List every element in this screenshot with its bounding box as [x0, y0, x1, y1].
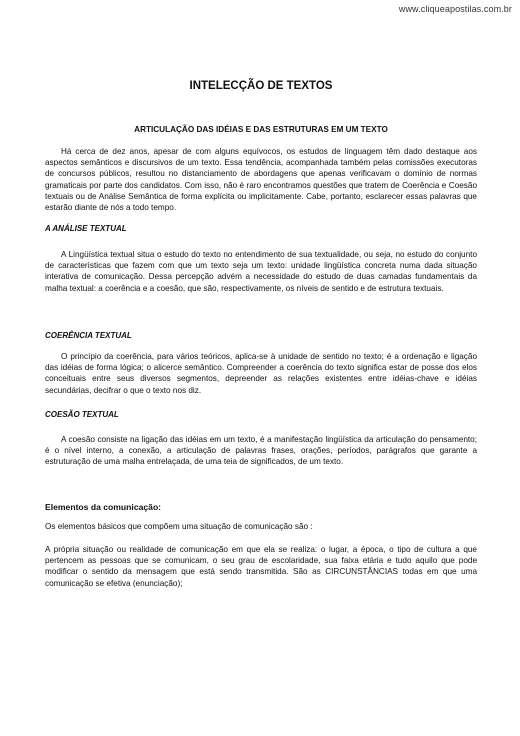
section-body-analise: A Lingüística textual situa o estudo do texto no entendimento de sua textualidade, ou seja, no estudo do conjunto de características que fazem com que um texto seja um texto: unidade lingüística concreta numa dada situação interativa de comunicação. Dessa percepção advém a necessidade do estudo de duas camadas fundamentais da malha textual: a coerência e a coesão, que são, respectivamente, os níveis de sentido e de estrutura textuais. — [45, 250, 477, 293]
section-body-coesao: A coesão consiste na ligação das idéias em um texto, é a manifestação lingüística da articulação do pensamento; é o nível interno, a conexão, a articulação de palavras frases, orações, períodos, parágrafos que garante a estruturação de uma malha entrelaçada, de uma teia de significados, de um texto. — [45, 435, 477, 467]
section-heading-analise: A ANÁLISE TEXTUAL — [45, 224, 127, 233]
document-subtitle: ARTICULAÇÃO DAS IDÉIAS E DAS ESTRUTURAS EM UM TEXTO — [134, 125, 388, 134]
elements-heading: Elementos da comunicação: — [45, 502, 162, 512]
intro-paragraph: Há cerca de dez anos, apesar de com alguns equívocos, os estudos de linguagem têm dado destaque aos aspectos semânticos e discursivos de um texto. Essa tendência, acompanhada também pelas comissões executoras de concursos públicos, resultou no distanciamento de abordagens que apenas verificavam o domínio de normas gramaticais por parte dos candidatos. Com isso, não é raro encontramos questões que tratem de Coerência e Coesão textuais ou de Análise Semântica de forma explícita ou implicitamente. Cabe, portanto, esclarecer essas palavras que estarão diante de nós a todo tempo. — [45, 147, 477, 213]
section-body-coerencia: O princípio da coerência, para vários teóricos, aplica-se à unidade de sentido no texto; é a ordenação e ligação das idéias de forma lógica; o alicerce semântico. Compreender a coerência do texto significa estar de posse dos elos conceituais entre seus diversos segmentos, depreender as relações existentes entre idéias-chave e idéias secundárias, decifrar o que o texto nos diz. — [45, 352, 477, 395]
elements-lead: Os elementos básicos que compõem uma situação de comunicação são : — [45, 522, 313, 531]
elements-body: A própria situação ou realidade de comunicação em que ela se realiza: o lugar, a época, o tipo de cultura a que pertencem as pessoas que se comunicam, o seu grau de escolaridade, sua faixa etária e tudo aquilo que pode modificar o sentido da mensagem que está sendo transmitida. São as CIRCUNSTÂNCIAS todas em que uma comunicação se efetiva (enunciação); — [45, 545, 477, 588]
site-url: www.cliqueapostilas.com.br — [398, 4, 512, 14]
document-title: INTELECÇÃO DE TEXTOS — [189, 80, 333, 92]
section-heading-coerencia: COERÊNCIA TEXTUAL — [45, 331, 132, 340]
section-heading-coesao: COESÃO TEXTUAL — [45, 410, 119, 419]
